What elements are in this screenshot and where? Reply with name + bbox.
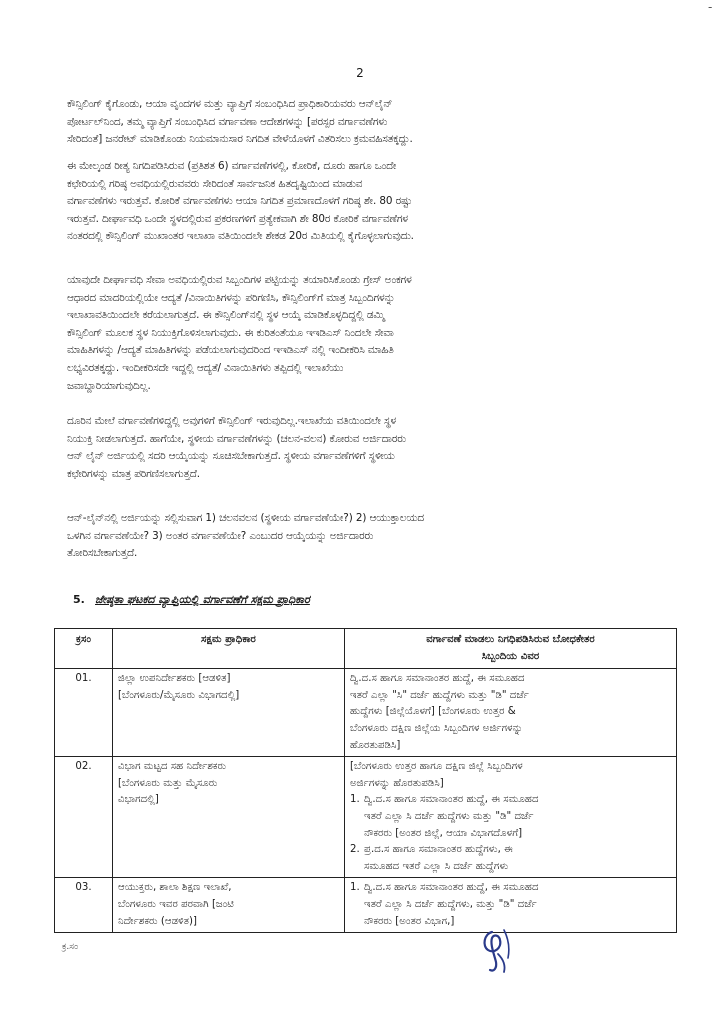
table-row [55, 878, 677, 933]
section-number: 5. [73, 593, 85, 606]
staff-intro-line: ಅರ್ಜಿಗಳನ್ನು ಹೊರತುಪಡಿಸಿ] [350, 777, 444, 789]
paragraph-complaint-transfers [67, 413, 667, 483]
paragraph-line: ಕಛೇರಿಗಳನ್ನು ಮಾತ್ರ ಪರಿಗಣಿಸಲಾಗುತ್ತದೆ. [67, 467, 200, 480]
paragraph-line: ಕೌನ್ಸಿಲಿಂಗ್ ಮೂಲಕ ಸ್ಥಳ ನಿಯುಕ್ತಿಗೊಳಿಸಲಾಗುವುದು. ಈ ಕುರಿತಂತೆಯೂ ಇಇಡಿಎಸ್ ನಿಂದಲೇ ಸೇವಾ [67, 326, 394, 339]
authority-line: ಆಯುಕ್ತರು, ಶಾಲಾ ಶಿಕ್ಷಣ ಇಲಾಖೆ, [118, 882, 232, 894]
paragraph-line: ಪೋರ್ಟಲ್‌ನಿಂದ, ತಮ್ಮ ವ್ಯಾಪ್ತಿಗೆ ಸಂಬಂಧಿಸಿದ ವರ್ಗಾವಣಾ ಆದೇಶಗಳನ್ನು [ಪರಸ್ಪರ ವರ್ಗಾವಣೆಗಳು [67, 115, 388, 128]
paragraph-transfer-quota [67, 158, 667, 246]
paragraph-line: ತೋರಿಸಬೇಕಾಗುತ್ತದೆ. [67, 547, 138, 560]
table-header-row [55, 629, 677, 669]
staff-line: ಬೆಂಗಳೂರು ದಕ್ಷಿಣ ಜಿಲ್ಲೆಯ ಸಿಬ್ಬಂದಿಗಳ ಅರ್ಜಿಗಳನ್ನು [350, 722, 523, 734]
paragraph-line: ಆಧಾರದ ಮಾದರಿಯಲ್ಲಿಯೇ ಆದ್ಯತೆ /ವಿನಾಯಿತಿಗಳನ್ನು ಪರಿಗಣಿಸಿ, ಕೌನ್ಸಿಲಿಂಗ್‌ಗೆ ಮಾತ್ರ ಸಿಬ್ಬಂದಿಗಳನ್ನು [67, 291, 395, 304]
paragraph-line: ಮಾಹಿತಿಗಳನ್ನು /ಆದ್ಯತೆ ಮಾಹಿತಿಗಳನ್ನು ಪಡೆಯಲಾಗುವುದರಿಂದ ಇಇಡಿಎಸ್ ನಲ್ಲಿ ಇಂದೀಕರಿಸಿ ಮಾಹಿತಿ [67, 344, 394, 357]
authority-line: ವಿಭಾಗ ಮಟ್ಟದ ಸಹ ನಿರ್ದೇಶಕರು [118, 761, 227, 773]
section-title: ಜೇಷ್ಠತಾ ಘಟಕದ ವ್ಯಾಪ್ತಿಯಲ್ಲಿ ವರ್ಗಾವಣೆಗೆ ಸಕ್ಷಮ ಪ್ರಾಧಿಕಾರ [95, 593, 310, 606]
paragraph-line: ಆನ್-ಲೈನ್‌ನಲ್ಲಿ ಅರ್ಜಿಯನ್ನು ಸಲ್ಲಿಸುವಾಗ 1) ಚಲನವಲನ (ಸ್ಥಳೀಯ ವರ್ಗಾವಣೆಯೇ?) 2) ಆಯುಕ್ತಾಲಯದ [67, 512, 425, 524]
row-authority [113, 669, 345, 757]
row-staff-details [345, 669, 677, 757]
paragraph-line: ಸೇರಿದಂತೆ] ಜನರೇಟ್ ಮಾಡಿಕೊಂಡು ನಿಯಮಾನುಸಾರ ನಿಗದಿತ ವೇಳೆಯೊಳಗೆ ವಿತರಿಸಲು ಕ್ರಮವಹಿಸತಕ್ಕದ್ದು. [67, 133, 413, 146]
sub-item-line: ಸಮೂಹದ ಇತರೆ ಎಲ್ಲಾ ಸಿ ದರ್ಜೆ ಹುದ್ದೆಗಳು [364, 860, 509, 872]
authority-line: [ಬೆಂಗಳೂರು ಮತ್ತು ಮೈಸೂರು [118, 777, 218, 789]
paragraph-line: ನಿಯುಕ್ತಿ ನೀಡಲಾಗುತ್ತದೆ. ಹಾಗೆಯೇ, ಸ್ಥಳೀಯ ವರ್ಗಾವಣೆಗಳನ್ನು (ಚಲನ-ವಲನ) ಕೋರುವ ಅರ್ಜಿದಾರರು [67, 432, 406, 445]
sub-item-line: ದ್ವಿ.ದ.ಸ ಹಾಗೂ ಸಮಾನಾಂತರ ಹುದ್ದೆ, ಈ ಸಮೂಹದ [364, 882, 539, 894]
table-row [55, 669, 677, 757]
corner-mark: - [708, 0, 713, 14]
row-sl-no: 01. [55, 669, 113, 757]
sub-item-number: 1. [350, 794, 360, 806]
paragraph-online-application [67, 510, 667, 563]
paragraph-portal-orders [67, 96, 667, 149]
header-staff-line: ವರ್ಗಾವಣೆ ಮಾಡಲು ನಿಗಧಿಪಡಿಸಿರುವ ಬೋಧಕೇತರ [426, 634, 595, 645]
staff-sub-item [350, 842, 671, 875]
sub-item-line: ನೌಕರರು [ಅಂತರ ವಿಭಾಗ,] [364, 915, 455, 927]
sub-item-line: ದ್ವಿ.ದ.ಸ ಹಾಗೂ ಸಮಾನಾಂತರ ಹುದ್ದೆ, ಈ ಸಮೂಹದ [364, 794, 539, 806]
paragraph-line: ವರ್ಗಾವಣೆಗಳು ಇರುತ್ತವೆ. ಕೋರಿಕೆ ವರ್ಗಾವಣೆಗಳು ಆಯಾ ನಿಗದಿತ ಪ್ರಮಾಣದೊಳಗೆ ಗರಿಷ್ಠ ಶೇ. 80 ರಷ್ಟು [67, 195, 412, 208]
sub-item-line: ಇತರೆ ಎಲ್ಲಾ ಸಿ ದರ್ಜೆ ಹುದ್ದೆಗಳು ಮತ್ತು "ಡಿ" ದರ್ಜೆ [364, 810, 534, 822]
paragraph-line: ಇರುತ್ತವೆ. ದೀರ್ಘಾವಧಿ ಒಂದೇ ಸ್ಥಳದಲ್ಲಿರುವ ಪ್ರಕರಣಗಳಿಗೆ ಪ್ರತ್ಯೇಕವಾಗಿ ಶೇ 80ರ ಕೋರಿಕೆ ವರ್ಗಾವಣೆಗಳ [67, 212, 408, 225]
staff-sub-item [350, 792, 671, 842]
row-staff-details [345, 757, 677, 878]
sub-item-number: 2. [350, 844, 360, 856]
staff-line: ಹುದ್ದೆಗಳು [ಜಿಲ್ಲೆಯೊಳಗೆ] [ಬೆಂಗಳೂರು ಉತ್ತರ & [350, 706, 516, 718]
row-authority [113, 757, 345, 878]
paragraph-line: ಜವಾಬ್ದಾರಿಯಾಗುವುದಿಲ್ಲ. [67, 379, 151, 392]
row-sl-no: 03. [55, 878, 113, 933]
paragraph-line: ಕೌನ್ಸಿಲಿಂಗ್ ಕೈಗೊಂಡು, ಆಯಾ ವೃಂದಗಳ ಮತ್ತು ವ್ಯಾಪ್ತಿಗೆ ಸಂಬಂಧಿಸಿದ ಪ್ರಾಧಿಕಾರಿಯವರು ಆನ್‌ಲೈನ್ [67, 98, 393, 110]
staff-line: ಇತರೆ ಎಲ್ಲಾ "ಸಿ" ದರ್ಜೆ ಹುದ್ದೆಗಳು ಮತ್ತು "ಡಿ" ದರ್ಜೆ [350, 689, 529, 701]
header-staff-details [345, 629, 677, 669]
row-authority [113, 878, 345, 933]
header-staff-line: ಸಿಬ್ಬಂದಿಯ ವಿವರ [481, 650, 540, 662]
row-sl-no: 02. [55, 757, 113, 878]
sub-item-number: 1. [350, 882, 360, 894]
paragraph-long-service [67, 272, 667, 395]
footer-mark: ಕ್ರ.ಸಂ [62, 942, 79, 952]
authority-line: ಬೆಂಗಳೂರು ಇವರ ಪರವಾಗಿ [ಜಂಟಿ [118, 898, 234, 910]
sub-item-line: ಇತರೆ ಎಲ್ಲಾ ಸಿ ದರ್ಜೆ ಹುದ್ದೆಗಳು, ಮತ್ತು "ಡಿ" ದರ್ಜೆ [364, 898, 537, 910]
staff-line: ಹೊರತುಪಡಿಸಿ] [350, 739, 401, 751]
competent-authority-table [54, 628, 677, 933]
paragraph-line: ಕಛೇರಿಯಲ್ಲಿ ಗರಿಷ್ಠ ಅವಧಿಯಲ್ಲಿರುವವರು ಸೇರಿದಂತೆ ಸಾರ್ವಜನಿಕ ಹಿತದೃಷ್ಟಿಯಿಂದ ಮಾಡುವ [67, 177, 363, 190]
header-sl-no: ಕ್ರಸಂ [55, 629, 113, 669]
paragraph-line: ನಂತರದಲ್ಲಿ ಕೌನ್ಸಿಲಿಂಗ್ ಮುಖಾಂತರ ಇಲಾಖಾ ವತಿಯಿಂದಲೇ ಶೇಕಡ 20ರ ಮಿತಿಯಲ್ಲಿ ಕೈಗೊಳ್ಳಲಾಗುವುದು. [67, 230, 414, 243]
paragraph-line: ಯಾವುದೇ ದೀರ್ಘಾವಧಿ ಸೇವಾ ಅವಧಿಯಲ್ಲಿರುವ ಸಿಬ್ಬಂದಿಗಳ ಪಟ್ಟಿಯನ್ನು ತಯಾರಿಸಿಕೊಂಡು ಗ್ರೇಸ್ ಅಂಕಗಳ [67, 274, 412, 286]
paragraph-line: ಲಭ್ಯವಿರತಕ್ಕದ್ದು. ಇಂದೀಕರಿಸದೇ ಇದ್ದಲ್ಲಿ ಆದ್ಯತೆ/ ವಿನಾಯಿತಿಗಳು ತಪ್ಪಿದಲ್ಲಿ ಇಲಾಖೆಯು [67, 361, 344, 374]
sub-item-line: ನೌಕರರು [ಅಂತರ ಜಿಲ್ಲೆ, ಆಯಾ ವಿಭಾಗದೊಳಗೆ] [364, 827, 523, 839]
header-authority: ಸಕ್ಷಮ ಪ್ರಾಧಿಕಾರ [113, 629, 345, 669]
paragraph-line: ಆನ್ ಲೈನ್ ಅರ್ಜಿಯಲ್ಲಿ ಸದರಿ ಆಯ್ಕೆಯನ್ನು ಸೂಚಿಸಬೇಕಾಗುತ್ತದೆ. ಸ್ಥಳೀಯ ವರ್ಗಾವಣೆಗಳಿಗೆ ಸ್ಥಳೀಯ [67, 450, 395, 463]
paragraph-line: ದೂರಿನ ಮೇಲೆ ವರ್ಗಾವಣೆಗಳಿದ್ದಲ್ಲಿ ಅವುಗಳಿಗೆ ಕೌನ್ಸಿಲಿಂಗ್ ಇರುವುದಿಲ್ಲ.ಇಲಾಖೆಯ ವತಿಯಿಂದಲೇ ಸ್ಥಳ [67, 415, 397, 427]
staff-line: ದ್ವಿ.ದ.ಸ ಹಾಗೂ ಸಮಾನಾಂತರ ಹುದ್ದೆ, ಈ ಸಮೂಹದ [350, 673, 525, 685]
sub-item-line: ಪ್ರ.ದ.ಸ ಹಾಗೂ ಸಮಾನಾಂತರ ಹುದ್ದೆಗಳು, ಈ [364, 844, 513, 856]
staff-intro-line: [ಬೆಂಗಳೂರು ಉತ್ತರ ಹಾಗೂ ದಕ್ಷಿಣ ಜಿಲ್ಲೆ ಸಿಬ್ಬಂದಿಗಳ [350, 761, 523, 773]
authority-line: ವಿಭಾಗದಲ್ಲಿ] [118, 794, 159, 806]
signature-icon [474, 924, 520, 976]
paragraph-line: ಇಲಾಖಾವತಿಯಿಂದಲೇ ಕರೆಯಲಾಗುತ್ತದೆ. ಈ ಕೌನ್ಸಿಲಿಂಗ್‌ನಲ್ಲಿ ಸ್ಥಳ ಆಯ್ಕೆ ಮಾಡಿಕೊಳ್ಳದಿದ್ದಲ್ಲಿ ಡಮ್ಮಿ [67, 309, 385, 322]
paragraph-line: ಒಳಗಿನ ವರ್ಗಾವಣೆಯೇ? 3) ಅಂತರ ವರ್ಗಾವಣೆಯೇ? ಎಂಬುದರ ಆಯ್ಕೆಯನ್ನು ಅರ್ಜಿದಾರರು [67, 529, 374, 542]
sub-item-text [364, 880, 539, 930]
page-number: 2 [356, 66, 364, 80]
authority-line: ನಿರ್ದೇಶಕರು (ಆಡಳಿತ)] [118, 915, 197, 927]
section-heading [73, 593, 673, 607]
paragraph-line: ಈ ಮೇಲ್ಕಂಡ ರೀತ್ಯ ನಿಗದಿಪಡಿಸಿರುವ (ಪ್ರತಿಶತ 6) ವರ್ಗಾವಣೆಗಳಲ್ಲಿ, ಕೋರಿಕೆ, ದೂರು ಹಾಗೂ ಒಂದೇ [67, 160, 397, 172]
table-row [55, 757, 677, 878]
authority-line: [ಬೆಂಗಳೂರು/ಮೈಸೂರು ವಿಭಾಗದಲ್ಲಿ] [118, 689, 240, 701]
staff-sub-item [350, 880, 671, 930]
sub-item-text [364, 792, 539, 842]
authority-line: ಜಿಲ್ಲಾ ಉಪನಿರ್ದೇಶಕರು [ಆಡಳಿತ] [118, 673, 231, 685]
sub-item-text [364, 842, 513, 875]
